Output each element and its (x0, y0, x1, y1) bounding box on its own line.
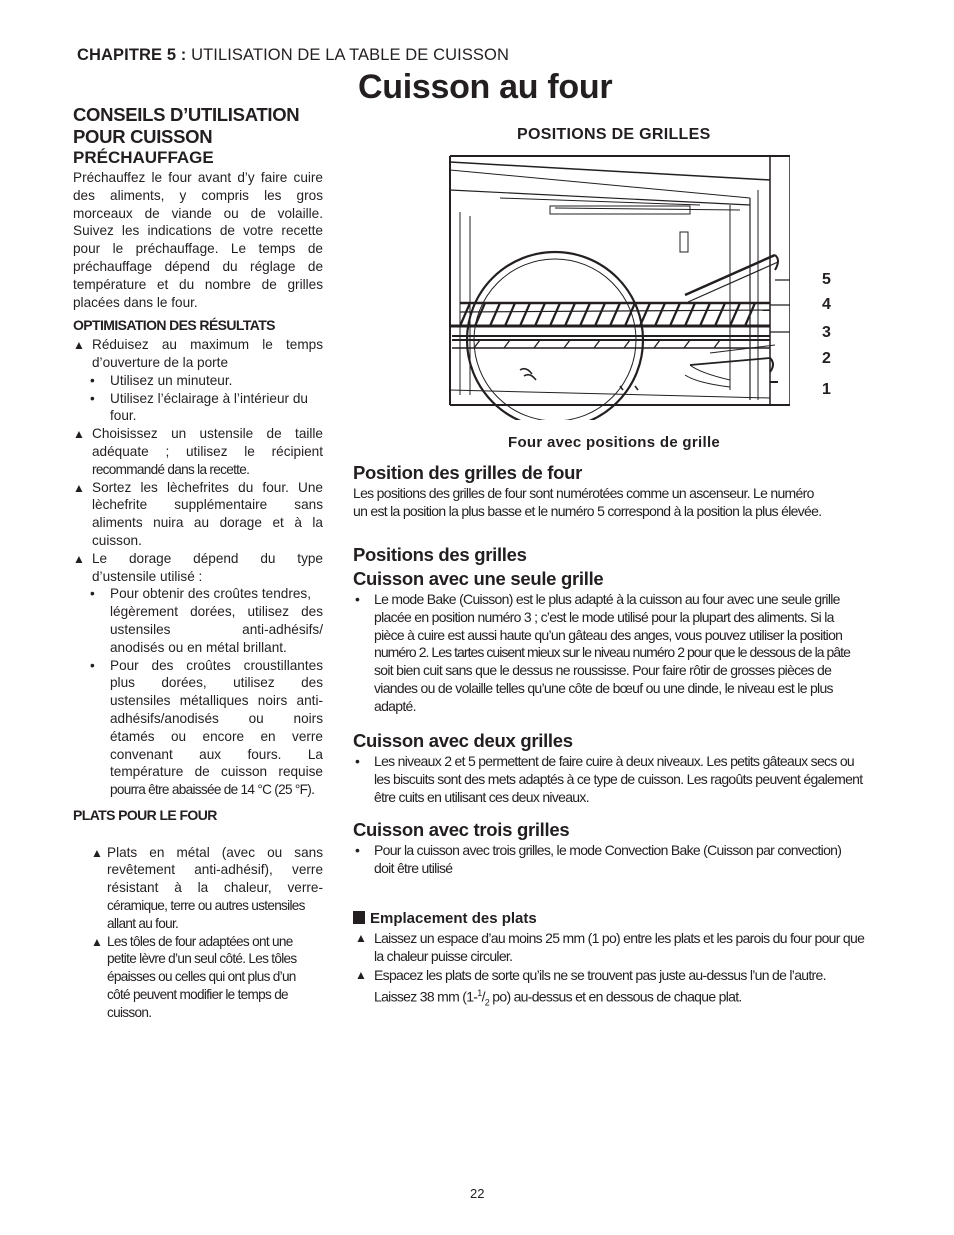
tips-heading-line-2: POUR CUISSON (73, 126, 213, 147)
optim-subitem (73, 372, 323, 390)
text-line: lèchefrite supplémentaire sans (92, 497, 323, 513)
two-racks-item (353, 753, 883, 806)
dot-bullet-icon: • (355, 591, 360, 607)
text-line: Le mode Bake (Cuisson) est le plus adapté à la cuisson au four avec une seule grille (374, 591, 840, 607)
oven-rack-illustration (440, 150, 790, 420)
text-line: placée en position numéro 3 ; c’est le mode utilisé pour la plupart des aliments. Si la (374, 608, 834, 625)
optim-item (73, 336, 323, 372)
text-line: épaisses ou celles qui ont plus d’un (107, 969, 296, 985)
dot-bullet-icon: • (355, 842, 360, 858)
rack-number-1: 1 (822, 381, 831, 398)
three-racks-heading: Cuisson avec trois grilles (353, 819, 570, 840)
optim-subitem (73, 657, 323, 799)
text-line: anodisés ou en métal brillant. (110, 639, 287, 655)
text-line: ustensiles anti-adhésifs/ (110, 621, 323, 637)
three-racks-item (353, 842, 883, 878)
text-line: Les tôles de four adaptées ont une (107, 933, 293, 949)
plats-heading: PLATS POUR LE FOUR (73, 806, 217, 823)
text-line: étamés ou encore en verre (110, 728, 323, 744)
text-line: allant au four. (107, 915, 179, 931)
text-line: morceaux de viande ou de volaille. (73, 205, 323, 221)
dot-bullet-icon: • (90, 390, 95, 406)
optim-subitem (73, 585, 323, 656)
dot-bullet-icon: • (90, 657, 95, 673)
text-line: Les niveaux 2 et 5 permettent de faire cuire à deux niveaux. Les petits gâteaux secs ou (374, 753, 854, 769)
triangle-bullet-icon: ▲ (73, 338, 85, 353)
text-fragment: po) au-dessus et en dessous de chaque plat. (489, 988, 742, 1005)
text-line: des aliments, y compris les gros (73, 187, 323, 203)
text-line: Le dorage dépend du type (92, 550, 323, 566)
triangle-bullet-icon: ▲ (73, 480, 85, 495)
text-line: Plats en métal (avec ou sans (107, 844, 323, 860)
square-bullet-icon (353, 911, 365, 924)
fraction-denominator: 2 (484, 997, 490, 1008)
text-line: résistant à la chaleur, verre- (107, 880, 323, 896)
text-line: cuisson. (107, 1004, 152, 1020)
single-rack-heading: Cuisson avec une seule grille (353, 568, 604, 589)
rack-number-2: 2 (822, 350, 831, 367)
optim-subitem (73, 390, 323, 426)
text-line: pourra être abaissée de 14 °C (25 °F). (110, 782, 315, 798)
page-number: 22 (470, 1186, 485, 1201)
tips-heading-line-1: CONSEILS D’UTILISATION (73, 104, 300, 125)
placement-section (353, 910, 883, 1012)
optim-item (73, 425, 323, 478)
text-line: côté peuvent modifier le temps de (107, 987, 288, 1003)
text-line: Réduisez au maximum le temps (92, 337, 323, 353)
text-line: un est la position la plus basse et le numéro 5 correspond à la position la plus élevée. (353, 502, 822, 519)
chapter-label: CHAPITRE 5 : (77, 46, 187, 64)
chapter-title: UTILISATION DE LA TABLE DE CUISSON (191, 46, 509, 64)
text-line: être cuits en utilisant ces deux niveaux. (374, 788, 589, 805)
rack-number-3: 3 (822, 324, 831, 341)
text-line: préchauffage dépend du réglage de (73, 258, 323, 274)
left-column (73, 104, 323, 1022)
three-racks-section (353, 818, 883, 878)
text-line: viandes ou de volaille telles qu’une côte de bœuf ou une dinde, le niveau est le plus (374, 679, 833, 696)
plats-item (73, 933, 323, 1022)
text-line-with-fraction (374, 985, 883, 1012)
triangle-bullet-icon: ▲ (355, 968, 367, 983)
preheat-paragraph (73, 169, 323, 311)
placement-heading-row (353, 910, 883, 928)
text-line: Préchauffez le four avant d’y faire cuire (73, 170, 323, 185)
text-line: Les positions des grilles de four sont numérotées comme un ascenseur. Le numéro (353, 485, 814, 501)
text-line: numéro 2. Les tartes cuisent mieux sur le niveau numéro 2 pour que le dessous de la pâte (374, 644, 850, 661)
text-line: les biscuits sont des mets adaptés à ce type de cuisson. Les ragoûts peuvent également (374, 770, 863, 787)
rack-position-section (353, 461, 883, 521)
text-line: Suivez les indications de votre recette (73, 223, 323, 239)
triangle-bullet-icon: ▲ (91, 934, 103, 949)
text-line: Espacez les plats de sorte qu’ils ne se trouvent pas juste au-dessus l’un de l’autre. (374, 967, 826, 984)
text-line: Utilisez l’éclairage à l’intérieur du four. (110, 390, 308, 424)
text-line: température de cuisson requise (110, 764, 323, 780)
plats-item (73, 844, 323, 933)
text-line: soit bien cuit sans que le dessus ne roussisse. Pour faire rôtir de grosses pièces de (374, 662, 832, 679)
text-line: placées dans le four. (73, 294, 198, 310)
text-line: adéquate ; utilisez le récipient (92, 443, 323, 459)
text-line: recommandé dans la recette. (92, 461, 250, 477)
figure-title: POSITIONS DE GRILLES (517, 126, 711, 143)
preheat-heading: PRÉCHAUFFAGE (73, 148, 214, 167)
two-racks-section (353, 729, 883, 806)
text-line: température et du nombre de grilles (73, 276, 323, 292)
text-line: Pour la cuisson avec trois grilles, le mode Convection Bake (Cuisson par convection) (374, 842, 842, 858)
text-line: pièce à cuire est aussi haute qu’un gâteau des anges, vous pouvez utiliser la position (374, 626, 843, 643)
page-title: Cuisson au four (358, 68, 613, 106)
optimization-heading: OPTIMISATION DES RÉSULTATS (73, 317, 275, 334)
dot-bullet-icon: • (355, 753, 360, 769)
single-rack-item (353, 591, 883, 716)
text-line: Pour obtenir des croûtes tendres, (110, 586, 311, 602)
rack-number-4: 4 (822, 296, 831, 313)
text-line: céramique, terre ou autres ustensiles (107, 898, 305, 914)
text-line: d’ouverture de la porte (92, 354, 229, 370)
fraction-slash: / (481, 988, 485, 1005)
text-line: Choisissez un ustensile de taille (92, 426, 323, 442)
text-line: ustensiles métalliques noirs anti- (110, 693, 323, 709)
text-line: revêtement anti-adhésif), verre (107, 862, 323, 878)
triangle-bullet-icon: ▲ (73, 551, 85, 566)
text-line: la chaleur puisse circuler. (374, 947, 513, 964)
chapter-heading (77, 46, 509, 65)
triangle-bullet-icon: ▲ (91, 845, 103, 860)
text-line: adhésifs/anodisés ou noirs (110, 710, 323, 726)
text-line: Sortez les lèchefrites du four. Une (92, 479, 323, 495)
text-line: Pour des croûtes croustillantes (110, 657, 323, 673)
triangle-bullet-icon: ▲ (355, 930, 367, 945)
placement-heading: Emplacement des plats (370, 910, 537, 927)
text-line: petite lèvre d’un seul côté. Les tôles (107, 951, 297, 967)
text-line: aliments nuira au dorage et à la (92, 515, 323, 531)
placement-item (353, 967, 883, 1012)
text-line: légèrement dorées, utilisez des (110, 604, 323, 620)
text-fragment: Laissez 38 mm (1- (374, 988, 478, 1005)
text-line: d’ustensile utilisé : (92, 568, 203, 584)
figure-caption: Four avec positions de grille (508, 434, 721, 451)
text-line: pour le préchauffage. Le temps de (73, 241, 323, 257)
text-line: plus dorées, utilisez des (110, 675, 323, 691)
two-racks-heading: Cuisson avec deux grilles (353, 730, 573, 751)
text-line: convenant aux fours. La (110, 746, 323, 762)
placement-item (353, 930, 883, 966)
text-line: adapté. (374, 697, 416, 714)
fraction-numerator: 1 (477, 988, 482, 999)
text-line: doit être utilisé (374, 859, 453, 876)
text-line: Utilisez un minuteur. (110, 372, 233, 388)
rack-number-5: 5 (822, 271, 831, 288)
triangle-bullet-icon: ▲ (73, 427, 85, 442)
rack-positions-heading: Positions des grilles (353, 544, 527, 565)
rack-position-heading: Position des grilles de four (353, 462, 583, 483)
optim-item (73, 479, 323, 550)
optim-item (73, 550, 323, 586)
text-line: Laissez un espace d’au moins 25 mm (1 po) entre les plats et les parois du four pour que (374, 929, 865, 946)
dot-bullet-icon: • (90, 586, 95, 602)
single-rack-section (353, 543, 883, 716)
text-line: cuisson. (92, 532, 142, 548)
dot-bullet-icon: • (90, 372, 95, 388)
